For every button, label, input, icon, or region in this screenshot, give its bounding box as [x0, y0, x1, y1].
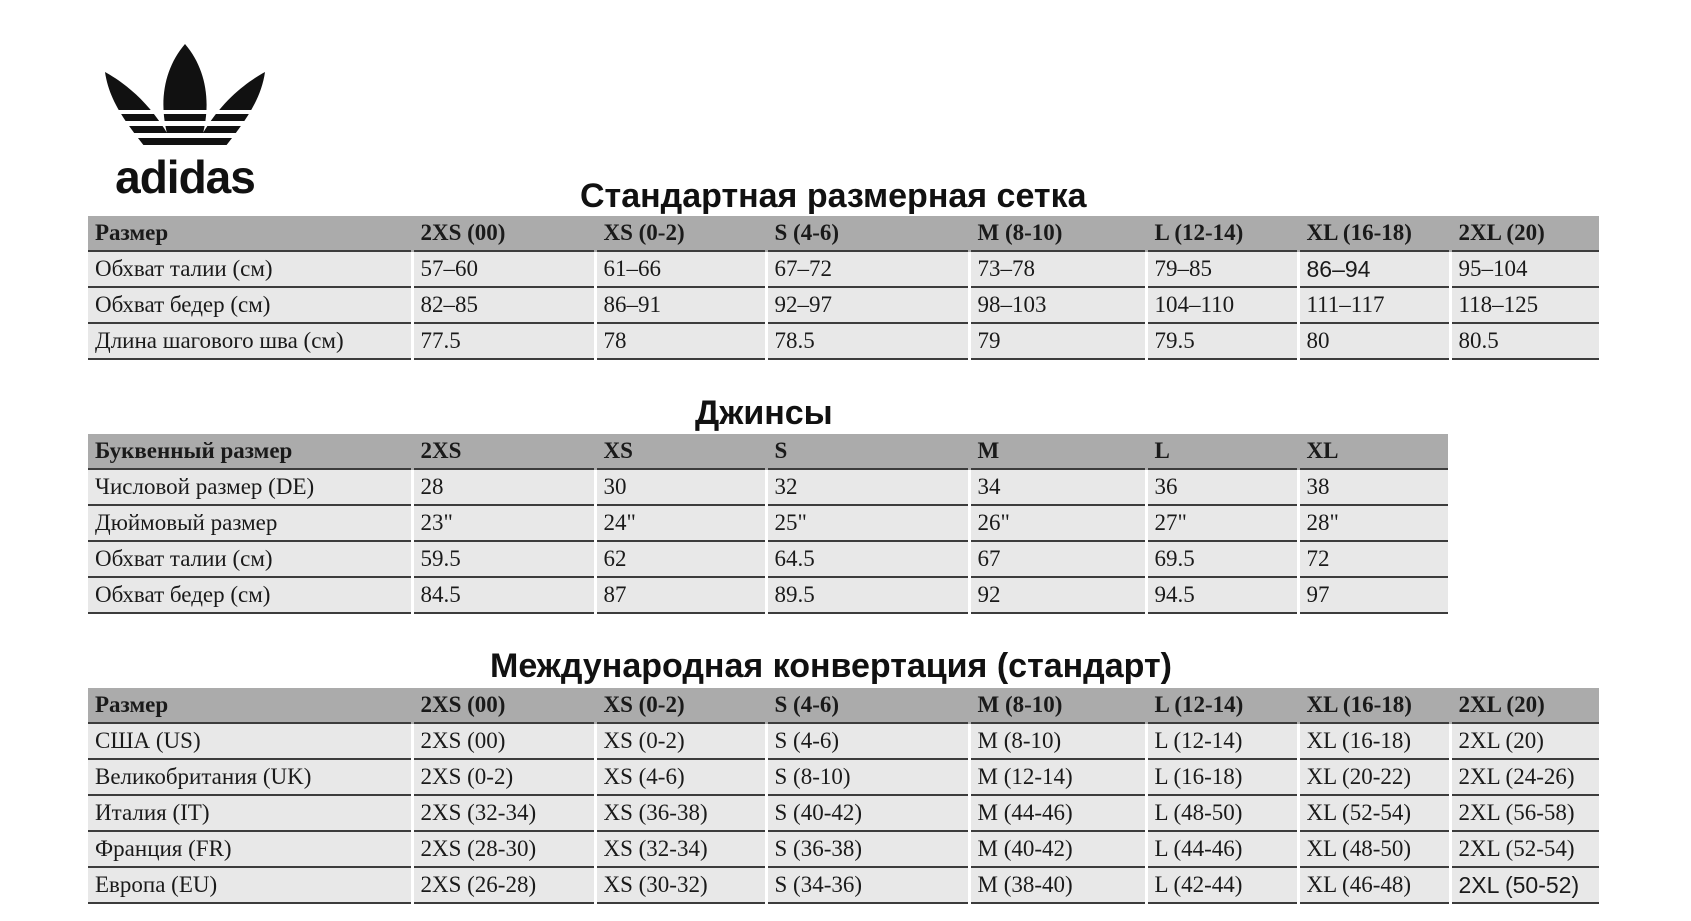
table-row: [88, 867, 1599, 903]
table-cell: 2XS (26-28): [412, 867, 595, 903]
size-column-header: M (8-10): [969, 216, 1146, 251]
size-column-header: S (4-6): [766, 216, 969, 251]
table-cell: 87: [595, 577, 766, 613]
row-label: Длина шагового шва (см): [88, 323, 412, 359]
table-cell: 30: [595, 469, 766, 505]
table-cell: S (40-42): [766, 795, 969, 831]
table-row: [88, 541, 1448, 577]
row-label-header: Размер: [88, 216, 412, 251]
size-column-header: XL (16-18): [1298, 216, 1450, 251]
table-cell: 79–85: [1146, 251, 1298, 287]
table-cell: 25": [766, 505, 969, 541]
row-label: Обхват талии (см): [88, 541, 412, 577]
size-column-header: S: [766, 434, 969, 469]
table-cell: 79: [969, 323, 1146, 359]
row-label: США (US): [88, 723, 412, 759]
table-cell: 95–104: [1450, 251, 1599, 287]
size-column-header: XS (0-2): [595, 688, 766, 723]
table-cell: 32: [766, 469, 969, 505]
row-label-header: Буквенный размер: [88, 434, 412, 469]
table-cell: 92: [969, 577, 1146, 613]
table-cell: 78: [595, 323, 766, 359]
table-cell: XL (52-54): [1298, 795, 1450, 831]
adidas-logo: [103, 42, 267, 202]
table-cell: 2XL (56-58): [1450, 795, 1599, 831]
header-row: [88, 688, 1599, 723]
table-cell: 24": [595, 505, 766, 541]
table-cell: 84.5: [412, 577, 595, 613]
table-cell: XL (48-50): [1298, 831, 1450, 867]
table-row: [88, 577, 1448, 613]
table-cell: 38: [1298, 469, 1448, 505]
size-column-header: L (12-14): [1146, 216, 1298, 251]
row-label: Дюймовый размер: [88, 505, 412, 541]
table-cell: 97: [1298, 577, 1448, 613]
table-cell: S (36-38): [766, 831, 969, 867]
table-cell: XS (32-34): [595, 831, 766, 867]
table-cell: S (34-36): [766, 867, 969, 903]
table-cell: 67: [969, 541, 1146, 577]
table-cell: XS (0-2): [595, 723, 766, 759]
table-cell: 27": [1146, 505, 1298, 541]
table-cell: 59.5: [412, 541, 595, 577]
table-cell: 28": [1298, 505, 1448, 541]
size-column-header: 2XL (20): [1450, 688, 1599, 723]
table-cell: 89.5: [766, 577, 969, 613]
row-label: Великобритания (UK): [88, 759, 412, 795]
size-column-header: M: [969, 434, 1146, 469]
standard-size-table: [88, 216, 1599, 360]
table-cell: 2XS (00): [412, 723, 595, 759]
table-cell: S (4-6): [766, 723, 969, 759]
header-row: [88, 216, 1599, 251]
table-cell: M (8-10): [969, 723, 1146, 759]
size-column-header: 2XS (00): [412, 216, 595, 251]
table-cell: 94.5: [1146, 577, 1298, 613]
trefoil-icon: [103, 42, 267, 152]
row-label: Обхват бедер (см): [88, 287, 412, 323]
table-cell: 2XL (24-26): [1450, 759, 1599, 795]
row-label-header: Размер: [88, 688, 412, 723]
table-cell: 28: [412, 469, 595, 505]
size-column-header: XS (0-2): [595, 216, 766, 251]
standard-title: Стандартная размерная сетка: [580, 177, 1087, 215]
table-cell: 67–72: [766, 251, 969, 287]
size-column-header: L: [1146, 434, 1298, 469]
table-cell: XL (20-22): [1298, 759, 1450, 795]
row-label: Числовой размер (DE): [88, 469, 412, 505]
table-cell: 80: [1298, 323, 1450, 359]
size-column-header: 2XS (00): [412, 688, 595, 723]
table-cell: 36: [1146, 469, 1298, 505]
row-label: Франция (FR): [88, 831, 412, 867]
table-cell: 2XS (28-30): [412, 831, 595, 867]
international-title: Международная конвертация (стандарт): [490, 647, 1172, 685]
table-cell: L (48-50): [1146, 795, 1298, 831]
table-cell: 80.5: [1450, 323, 1599, 359]
table-row: [88, 469, 1448, 505]
table-cell: 86–94: [1298, 251, 1450, 287]
table-cell: 82–85: [412, 287, 595, 323]
size-column-header: XL (16-18): [1298, 688, 1450, 723]
table-cell: 61–66: [595, 251, 766, 287]
jeans-title: Джинсы: [695, 394, 833, 432]
table-cell: 2XL (20): [1450, 723, 1599, 759]
table-row: [88, 323, 1599, 359]
table-row: [88, 795, 1599, 831]
table-cell: 57–60: [412, 251, 595, 287]
table-row: [88, 723, 1599, 759]
table-cell: 79.5: [1146, 323, 1298, 359]
table-row: [88, 251, 1599, 287]
table-row: [88, 831, 1599, 867]
size-column-header: L (12-14): [1146, 688, 1298, 723]
table-cell: L (12-14): [1146, 723, 1298, 759]
table-cell: 111–117: [1298, 287, 1450, 323]
table-cell: 78.5: [766, 323, 969, 359]
table-cell: XS (4-6): [595, 759, 766, 795]
table-row: [88, 287, 1599, 323]
table-cell: 72: [1298, 541, 1448, 577]
row-label: Обхват талии (см): [88, 251, 412, 287]
size-column-header: 2XL (20): [1450, 216, 1599, 251]
table-cell: 86–91: [595, 287, 766, 323]
size-column-header: S (4-6): [766, 688, 969, 723]
table-cell: 69.5: [1146, 541, 1298, 577]
table-cell: L (42-44): [1146, 867, 1298, 903]
table-cell: 62: [595, 541, 766, 577]
row-label: Обхват бедер (см): [88, 577, 412, 613]
table-cell: 2XL (52-54): [1450, 831, 1599, 867]
table-cell: M (38-40): [969, 867, 1146, 903]
table-cell: XL (46-48): [1298, 867, 1450, 903]
table-row: [88, 505, 1448, 541]
size-column-header: XS: [595, 434, 766, 469]
table-cell: 98–103: [969, 287, 1146, 323]
table-cell: 2XL (50-52): [1450, 867, 1599, 903]
size-column-header: XL: [1298, 434, 1448, 469]
row-label: Европа (EU): [88, 867, 412, 903]
jeans-size-table: [88, 434, 1448, 614]
table-cell: 34: [969, 469, 1146, 505]
table-cell: L (16-18): [1146, 759, 1298, 795]
table-cell: XS (30-32): [595, 867, 766, 903]
table-cell: 118–125: [1450, 287, 1599, 323]
table-cell: 23": [412, 505, 595, 541]
table-row: [88, 759, 1599, 795]
table-cell: 77.5: [412, 323, 595, 359]
table-cell: 2XS (32-34): [412, 795, 595, 831]
table-cell: M (44-46): [969, 795, 1146, 831]
table-cell: XL (16-18): [1298, 723, 1450, 759]
table-cell: 64.5: [766, 541, 969, 577]
row-label: Италия (IT): [88, 795, 412, 831]
table-cell: M (12-14): [969, 759, 1146, 795]
brand-wordmark: adidas: [115, 151, 255, 203]
table-cell: M (40-42): [969, 831, 1146, 867]
table-cell: S (8-10): [766, 759, 969, 795]
table-cell: 73–78: [969, 251, 1146, 287]
table-cell: 92–97: [766, 287, 969, 323]
size-column-header: M (8-10): [969, 688, 1146, 723]
size-column-header: 2XS: [412, 434, 595, 469]
table-cell: XS (36-38): [595, 795, 766, 831]
table-cell: L (44-46): [1146, 831, 1298, 867]
table-cell: 104–110: [1146, 287, 1298, 323]
table-cell: 26": [969, 505, 1146, 541]
table-cell: 2XS (0-2): [412, 759, 595, 795]
header-row: [88, 434, 1448, 469]
international-conversion-table: [88, 688, 1599, 904]
